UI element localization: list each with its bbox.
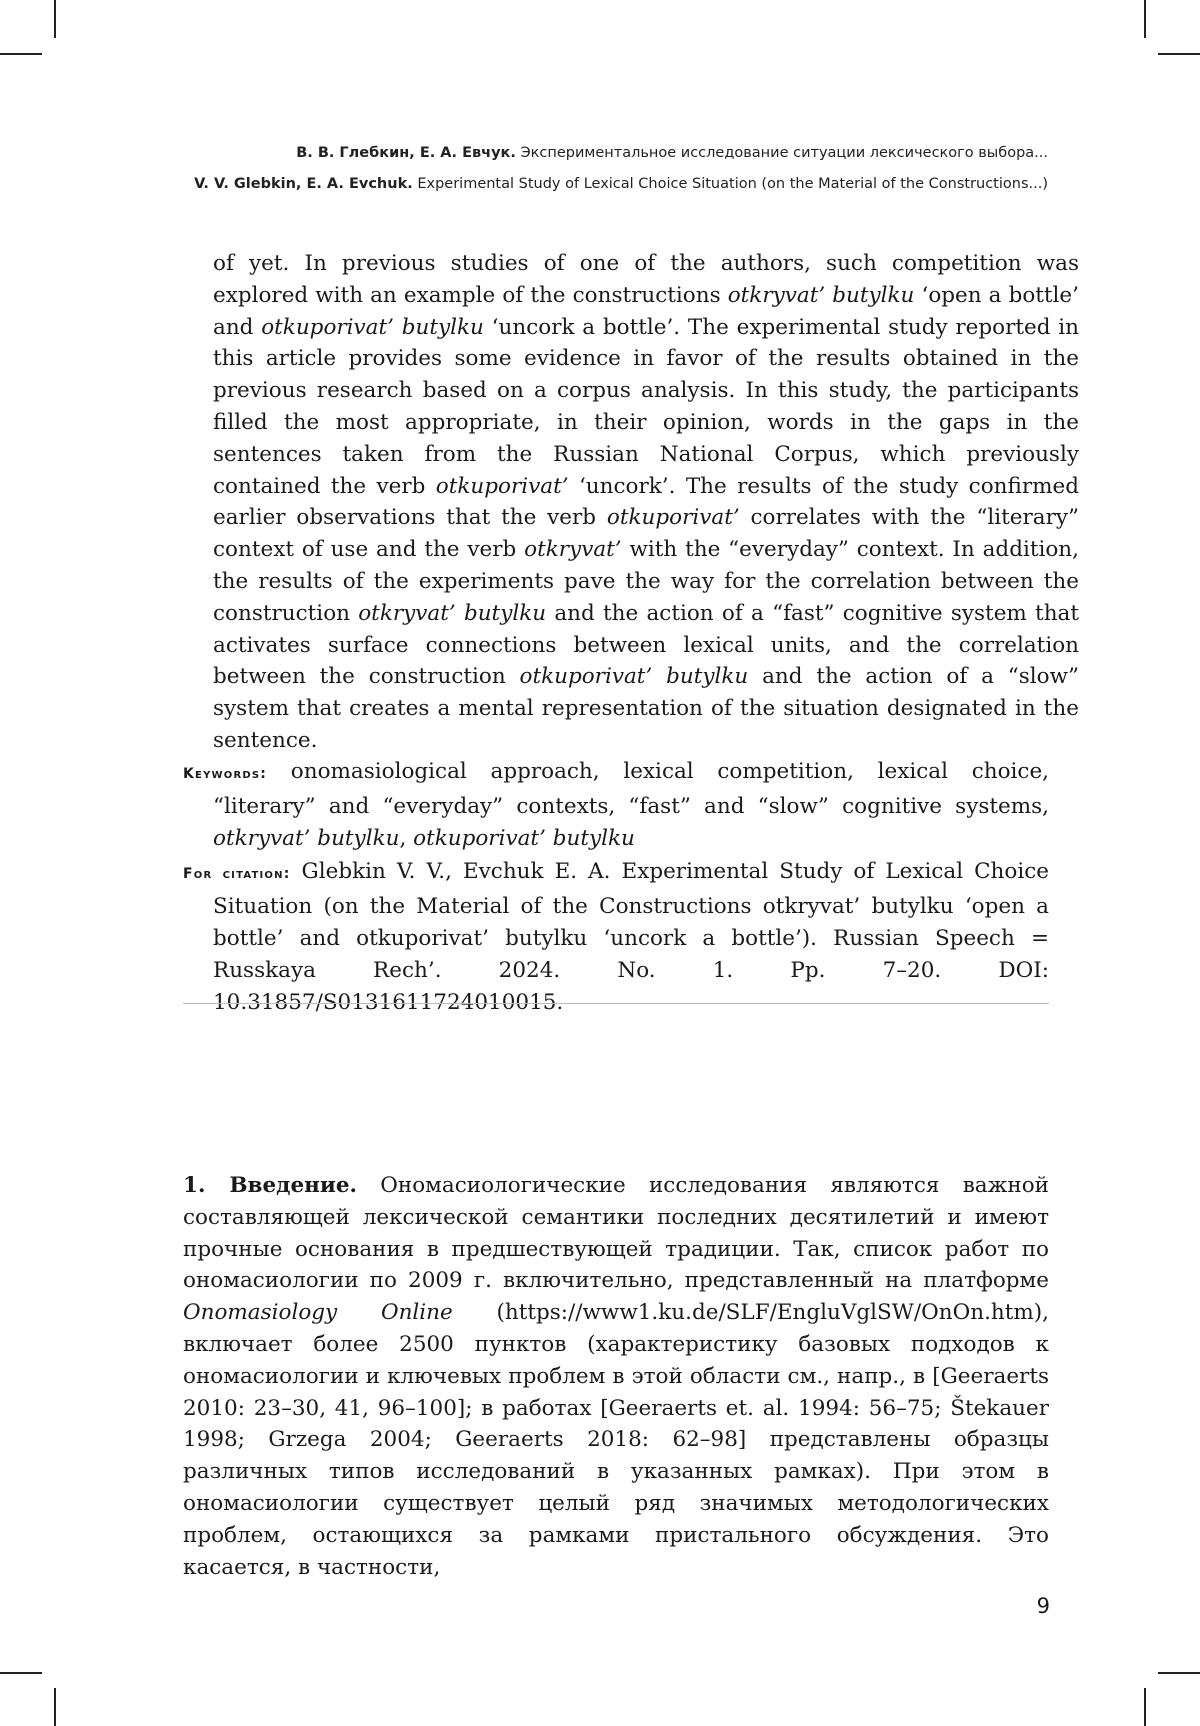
- abstract-text: with the “everyday” context. In addition, the results of the experiments pave the way for the correlation between the construction: [213, 537, 1079, 626]
- running-header-title-ru: Экспериментальное исследование ситуации лексического выбора...: [520, 145, 1048, 161]
- running-header-english: [194, 169, 1048, 200]
- section-divider: [183, 1003, 1049, 1004]
- abstract: [183, 248, 1079, 757]
- introduction-section: [183, 1170, 1049, 1583]
- citation-text: Glebkin V. V., Evchuk E. A. Experimental Study of Lexical Choice Situation (on the Material of the Constructions otkryvat’ butylku ‘open a bottle’ and otkuporivat’ butylku ‘uncork a bottle’). Russian Speech = Russkaya Rech’. 2024. No. 1. Pp. 7–20. DOI: 10.31857/S0131611724010015.: [213, 859, 1049, 1015]
- running-header-authors-en: V. V. Glebkin, E. A. Evchuk.: [194, 176, 413, 192]
- crop-mark-bottom-left-vertical: [54, 1688, 56, 1726]
- abstract-text: of yet. In previous studies of one of the authors, such competition was explored with an example of the constructions: [213, 251, 1079, 308]
- abstract-text: correlates with the “literary” context of use and the verb: [213, 505, 1079, 563]
- citation: [183, 856, 1049, 1018]
- crop-mark-top-left-horizontal: [0, 53, 42, 55]
- crop-mark-top-right-horizontal: [1158, 53, 1200, 55]
- crop-mark-bottom-right-horizontal: [1158, 1672, 1200, 1674]
- running-header: [194, 138, 1048, 200]
- introduction-heading: 1. Введение.: [183, 1173, 358, 1198]
- introduction-text: (https://www1.ku.de/SLF/EngluVglSW/OnOn.htm), включает более 2500 пунктов (характеристику базовых подходов к ономасиологии и ключевых проблем в этой области см., напр., в [Geeraerts 2010: 23–30, 41, 96–100]; в работах [Geeraerts et. al. 1994: 56–75; Štekauer 1998; Grzega 2004; Geeraerts 2018: 62–98] представлены образцы различных типов исследований в указанных рамках). При этом в ономасиологии существует целый ряд значимых методологических проблем, остающихся за рамками пристального обсуждения. Это касается, в частности,: [183, 1300, 1049, 1580]
- abstract-italic-term: otkryvat’ butylku: [358, 600, 547, 626]
- page-number: 9: [1036, 1594, 1050, 1618]
- abstract-italic-term: otkuporivat’: [435, 473, 569, 499]
- keywords-label: Keywords:: [183, 766, 268, 782]
- running-header-title-en: Experimental Study of Lexical Choice Situation (on the Material of the Constructions...): [417, 176, 1048, 192]
- keywords-italic-term: otkuporivat’ butylku: [413, 825, 635, 851]
- crop-mark-top-left-vertical: [54, 0, 56, 38]
- abstract-text: ‘uncork a bottle’. The experimental study reported in this article provides some evidence in favor of the results obtained in the previous research based on a corpus analysis. In this study, the participants filled the most appropriate, in their opinion, words in the gaps in the sentences taken from the Russian National Corpus, which previously contained the verb: [213, 314, 1079, 499]
- introduction-italic-term: Onomasiology Online: [183, 1300, 453, 1326]
- abstract-italic-term: otkuporivat’ butylku: [261, 314, 484, 340]
- abstract-italic-term: otkryvat’: [524, 537, 622, 563]
- running-header-authors-ru: В. В. Глебкин, Е. А. Евчук.: [296, 145, 516, 161]
- crop-mark-bottom-right-vertical: [1144, 1688, 1146, 1726]
- abstract-text: ‘uncork’. The results of the study confirmed earlier observations that the verb: [213, 473, 1079, 531]
- introduction-text: Ономасиологические исследования являются важной составляющей лексической семантики последних десятилетий и имеют прочные основания в предшествующей традиции. Так, список работ по ономасиологии по 2009 г. включительно, представленный на платформе: [183, 1173, 1050, 1294]
- abstract-text: and the action of a “slow” system that creates a mental representation of the situation designated in the sentence.: [213, 664, 1080, 753]
- keywords: [183, 756, 1049, 854]
- keywords-italic-term: otkryvat’ butylku: [213, 825, 400, 851]
- keywords-separator: ,: [399, 825, 414, 851]
- introduction-paragraph: [183, 1170, 1049, 1583]
- abstract-italic-term: otkuporivat’ butylku: [519, 664, 749, 690]
- citation-label: For citation:: [183, 866, 291, 883]
- abstract-italic-term: otkryvat’ butylku: [727, 282, 915, 308]
- abstract-paragraph: [213, 248, 1079, 757]
- article-metadata: [183, 756, 1049, 1020]
- abstract-text: ‘open a bottle’ and: [213, 282, 1079, 340]
- keywords-text: onomasiological approach, lexical competition, lexical choice, “literary” and “everyday” contexts, “fast” and “slow” cognitive systems,: [213, 759, 1050, 819]
- crop-mark-bottom-left-horizontal: [0, 1672, 42, 1674]
- abstract-italic-term: otkuporivat’: [606, 505, 740, 531]
- running-header-russian: [194, 138, 1048, 169]
- crop-mark-top-right-vertical: [1144, 0, 1146, 38]
- abstract-text: and the action of a “fast” cognitive system that activates surface connections between lexical units, and the correlation between the construction: [213, 600, 1079, 690]
